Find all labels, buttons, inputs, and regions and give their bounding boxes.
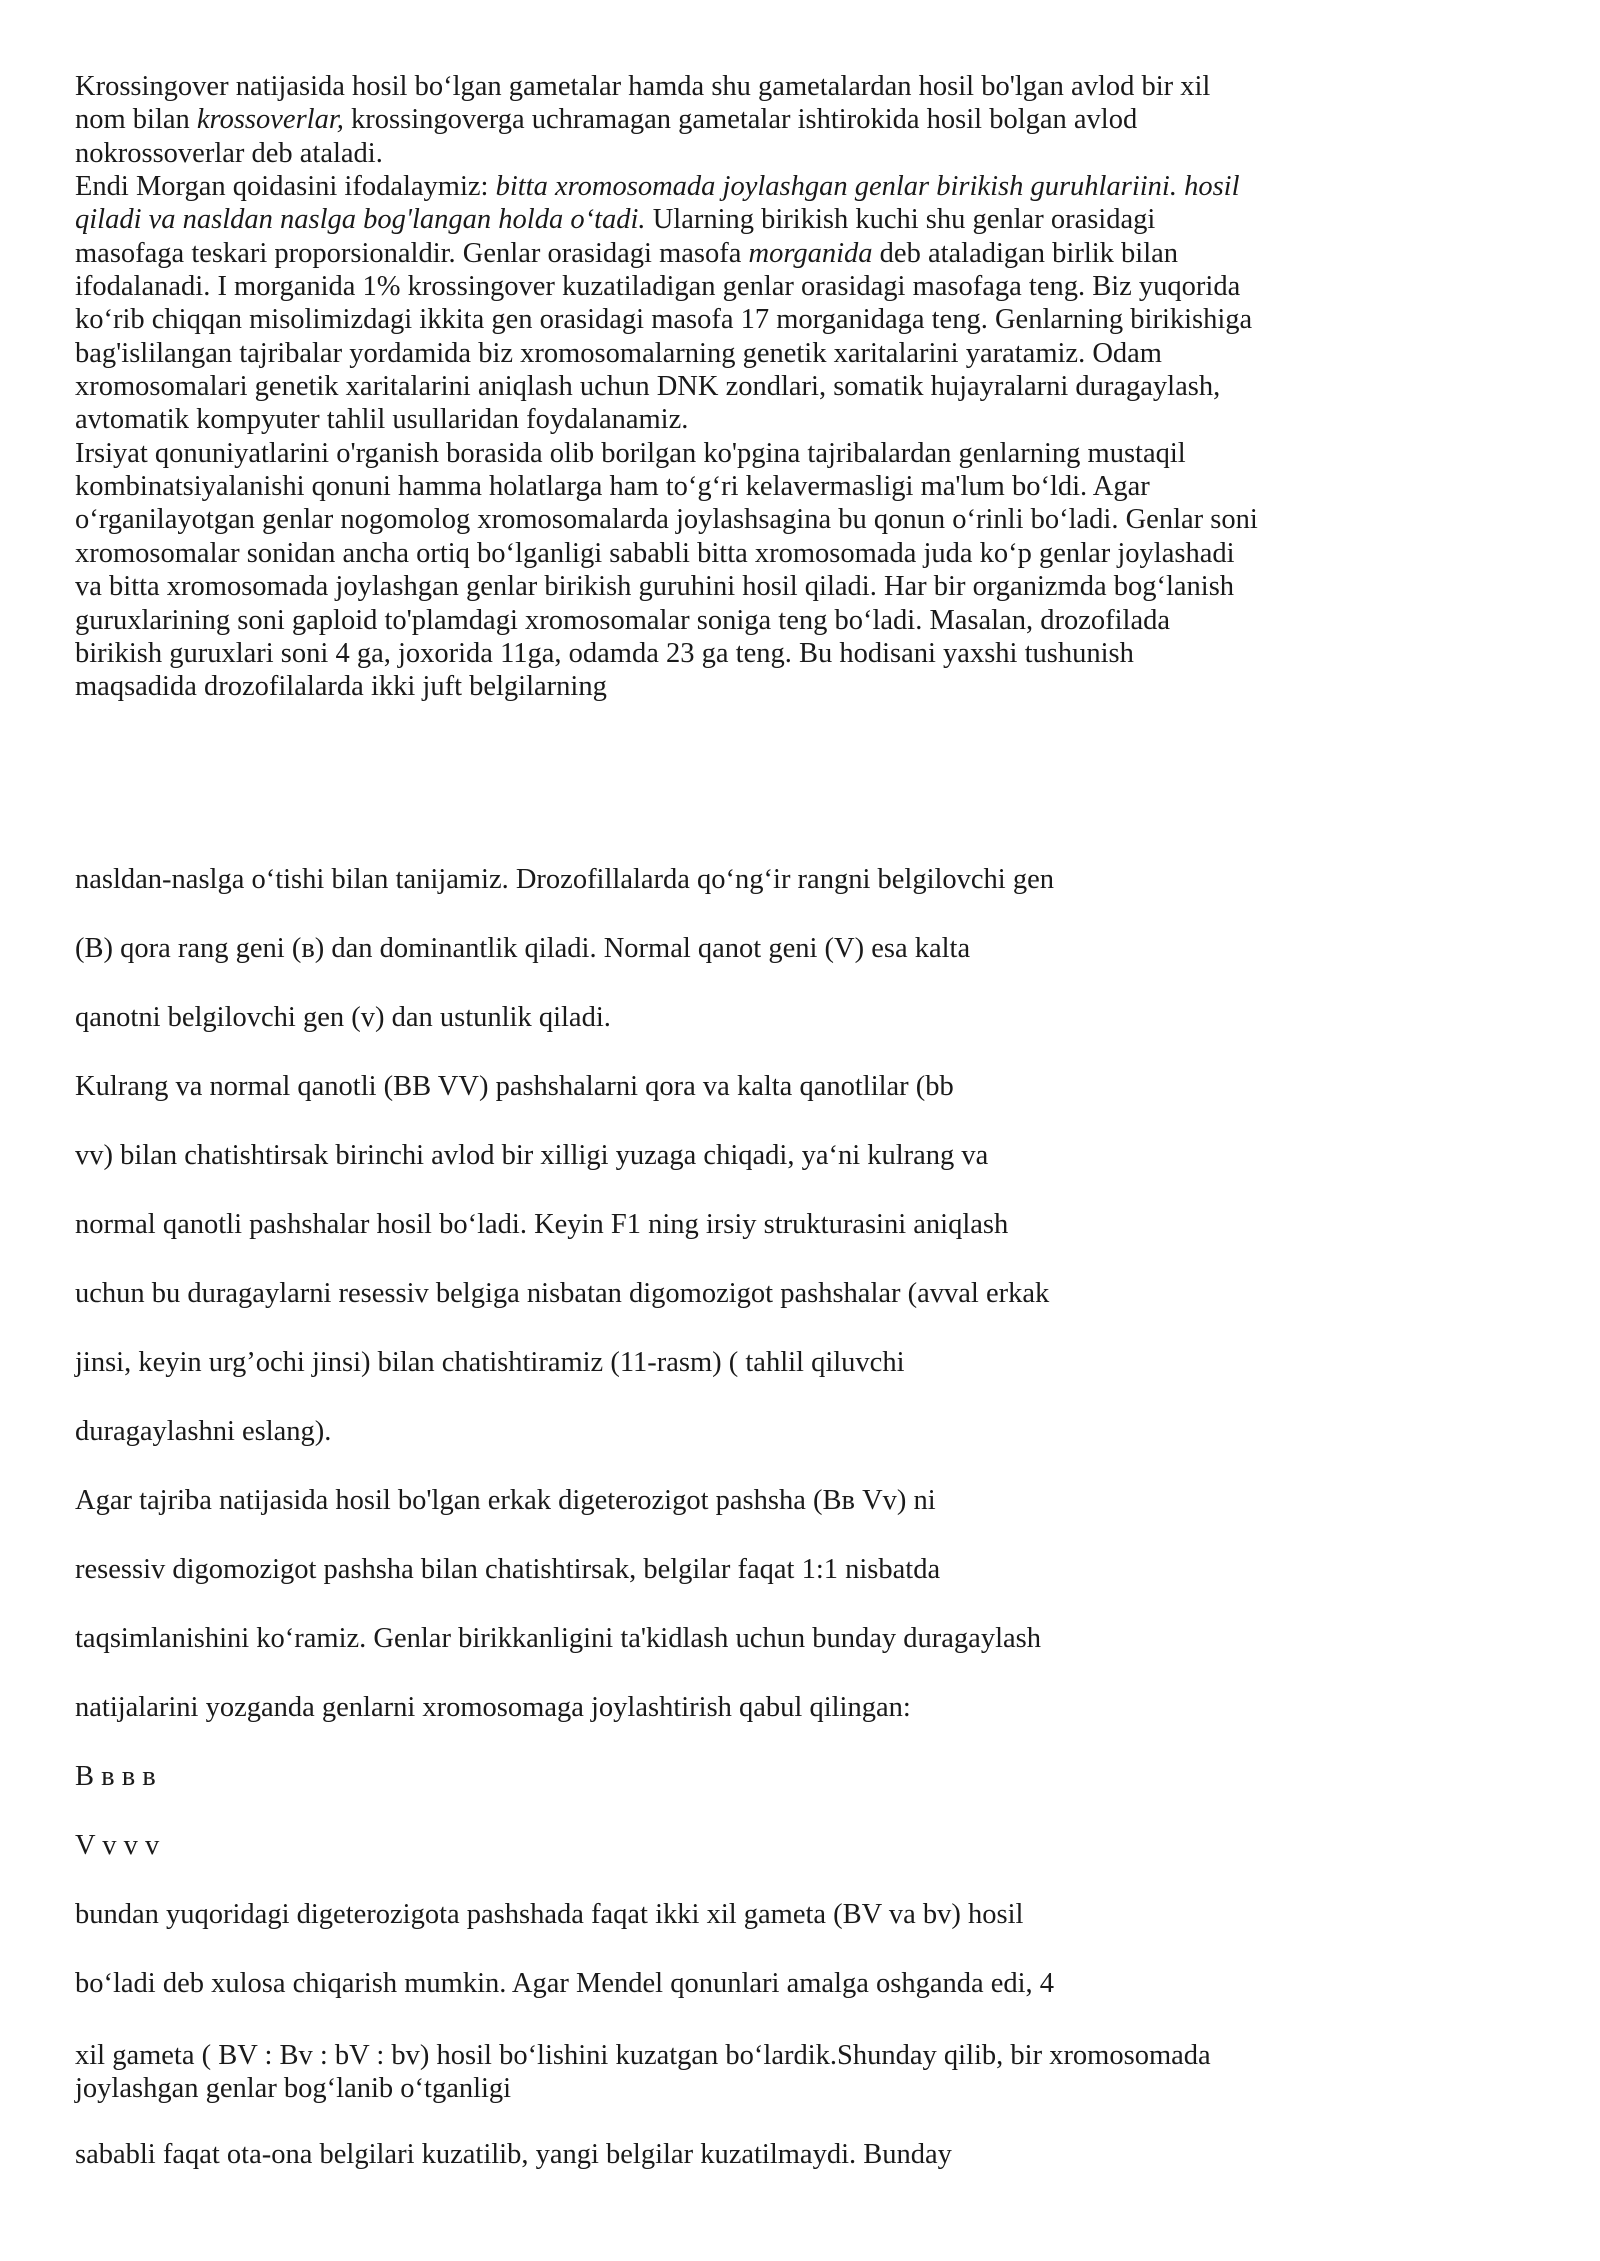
text-line: Agar tajriba natijasida hosil bo'lgan erkak digeterozigot pashsha (Bв Vv) ni xyxy=(75,1485,936,1516)
paragraph-heredity-laws xyxy=(75,437,1545,704)
text-line: uchun bu duragaylarni resessiv belgiga nisbatan digomozigot pashshalar (avval erkak xyxy=(75,1278,1050,1309)
text-line-last: sababli faqat ota-ona belgilari kuzatilib, yangi belgilar kuzatilmaydi. Bunday xyxy=(75,2139,952,2170)
text-line: va bitta xromosomada joylashgan genlar birikish guruhini hosil qiladi. Har bir organizmda bog‘lanish xyxy=(75,571,1235,603)
text-line: nasldan-naslga o‘tishi bilan tanijamiz. Drozofillalarda qo‘ng‘ir rangni belgilovchi gen xyxy=(75,864,1054,895)
text-line: xromosomalar sonidan ancha ortiq bo‘lganligi sababli bitta xromosomada juda ko‘p genlar joylashadi xyxy=(75,537,1235,569)
italic-rule: bitta xromosomada joylashgan genlar birikish guruhlariini. hosil xyxy=(495,171,1240,203)
text-line: joylashgan genlar bog‘lanib o‘tganligi xyxy=(75,2073,512,2105)
text-line: birikish guruxlari soni 4 ga, joxorida 11ga, odamda 23 ga teng. Bu hodisani yaxshi tushunish xyxy=(75,637,1134,669)
italic-term: krossoverlar, xyxy=(196,104,344,136)
text-line: bundan yuqoridagi digeterozigota pashshada faqat ikki xil gameta (BV va bv) hosil xyxy=(75,1899,1024,1930)
text-line: guruxlarining soni gaploid to'plamdagi xromosomalar soniga teng bo‘ladi. Masalan, drozofilada xyxy=(75,604,1171,636)
text-line: avtomatik kompyuter tahlil usullaridan foydalanamiz. xyxy=(75,404,689,436)
text-line: nokrossoverlar deb ataladi. xyxy=(75,137,383,169)
text-line: resessiv digomozigot pashsha bilan chatishtirsak, belgilar faqat 1:1 nisbatda xyxy=(75,1554,941,1585)
text-line: qanotni belgilovchi gen (v) dan ustunlik qiladi. xyxy=(75,1002,611,1033)
text-line: kombinatsiyalanishi qonuni hamma holatlarga ham to‘g‘ri kelavermasligi ma'lum bo‘ldi. Agar xyxy=(75,471,1150,503)
text-line: Irsiyat qonuniyatlarini o'rganish borasida olib borilgan ko'pgina tajribalardan genlarning mustaqil xyxy=(75,437,1186,469)
text-line: bo‘ladi deb xulosa chiqarish mumkin. Agar Mendel qonunlari amalga oshganda edi, 4 xyxy=(75,1968,1055,1999)
text-line: masofaga teskari proporsionaldir. Genlar orasidagi masofa morganida deb ataladigan birlik bilan xyxy=(75,237,1179,269)
paragraph-tail xyxy=(75,2039,1211,2106)
genotype-line-b: B в в в xyxy=(75,1761,156,1792)
document-page xyxy=(75,70,1545,704)
text-line: bag'islilangan tajribalar yordamida biz xromosomalarning genetik xaritalarini yaratamiz. Odam xyxy=(75,337,1162,369)
text-line: o‘rganilayotgan genlar nogomolog xromosomalarda joylashsagina bu qonun o‘rinli bo‘ladi. Genlar soni xyxy=(75,504,1258,536)
text-line: Krossingover natijasida hosil bo‘lgan gametalar hamda shu gametalardan hosil bo'lgan avlod bir xil xyxy=(75,71,1211,102)
text-line: ifodalanadi. I morganida 1% krossingover kuzatiladigan genlar orasidagi masofaga teng. Biz yuqorida xyxy=(75,271,1241,303)
text-line: natijalarini yozganda genlarni xromosomaga joylashtirish qabul qilingan: xyxy=(75,1692,911,1723)
text-line: nom bilan krossoverlar, krossingoverga uchramagan gametalar ishtirokida hosil bolgan avlod xyxy=(75,104,1138,136)
paragraph-crossover-definition xyxy=(75,70,1545,170)
italic-term: morganida xyxy=(748,237,873,269)
text-line: maqsadida drozofilalarda ikki juft belgilarning xyxy=(75,671,607,703)
text-line: ko‘rib chiqqan misolimizdagi ikkita gen orasidagi masofa 17 morganidaga teng. Genlarning birikishiga xyxy=(75,304,1253,336)
text-line: vv) bilan chatishtirsak birinchi avlod bir xilligi yuzaga chiqadi, ya‘ni kulrang va xyxy=(75,1140,989,1171)
text-line: Kulrang va normal qanotli (BB VV) pashshalarni qora va kalta qanotlilar (bb xyxy=(75,1071,954,1102)
text-line: taqsimlanishini ko‘ramiz. Genlar birikkanligini ta'kidlash uchun bunday duragaylash xyxy=(75,1623,1041,1654)
genotype-line-v: V v v v xyxy=(75,1830,160,1861)
text-line: xromosomalari genetik xaritalarini aniqlash uchun DNK zondlari, somatik hujayralarni duragaylash, xyxy=(75,371,1221,403)
text-line: jinsi, keyin urg’ochi jinsi) bilan chatishtiramiz (11-rasm) ( tahlil qiluvchi xyxy=(75,1347,905,1378)
text-line: qiladi va nasldan naslga bog'langan holda o‘tadi. Ularning birikish kuchi shu genlar orasidagi xyxy=(75,204,1156,236)
italic-rule: qiladi va nasldan naslga bog'langan holda o‘tadi. xyxy=(75,204,646,236)
text-line: duragaylashni eslang). xyxy=(75,1416,332,1447)
text-line: xil gameta ( BV : Bv : bV : bv) hosil bo‘lishini kuzatgan bo‘lardik.Shunday qilib, bir xromosomada xyxy=(75,2040,1211,2071)
text-line: (B) qora rang geni (в) dan dominantlik qiladi. Normal qanot geni (V) esa kalta xyxy=(75,933,971,964)
paragraph-morgan-rule xyxy=(75,170,1545,437)
text-line: Endi Morgan qoidasini ifodalaymiz: bitta xromosomada joylashgan genlar birikish guruhlariini. hosil xyxy=(75,171,1240,203)
text-line: normal qanotli pashshalar hosil bo‘ladi. Keyin F1 ning irsiy strukturasini aniqlash xyxy=(75,1209,1009,1240)
